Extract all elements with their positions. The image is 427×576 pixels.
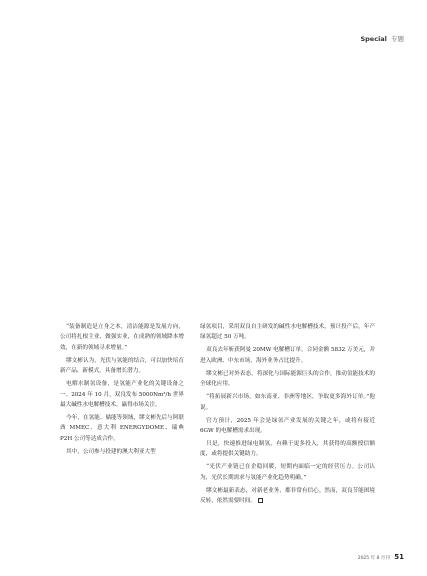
right-text-column [200, 322, 375, 509]
paragraph: 官方预计，2025 年会是绿氢产业发展的关键之年，或将有接近 6GW 的电解槽需求出现。 [200, 417, 375, 435]
page-number: 51 [394, 553, 404, 561]
page-footer [358, 553, 404, 561]
article-end-icon [258, 498, 263, 503]
section-label-en: Special [360, 35, 387, 43]
paragraph: “将拓展新兴市场，如东南亚、非洲等地区，争取更多海外订单。”他说。 [200, 394, 375, 411]
paragraph-text: 缪文彬最新表态，对新老业务，都非常有信心。然而，双良节能困境反转，依然需要时间。 [200, 487, 375, 505]
section-label-cn: 专题 [391, 35, 404, 43]
paragraph: 缪文彬认为，光伏与氢能的结合，可以加快培育新产品、新模式，具备增长潜力。 [60, 357, 184, 375]
section-header [360, 34, 404, 43]
paragraph: 只是，快速推进绿电制氢，有赖于更多投入，其获得的高额授信额度，或将提供关键助力。 [200, 441, 375, 458]
paragraph: 今年，在氢能、储能等领域，缪文彬先后与阿联酋 MMEC、意大利 ENERGYDOME、瑞典 P2H 公司等达成合作。 [60, 415, 184, 442]
paragraph: 其中，公司参与投建的澳大利亚大型 [66, 448, 156, 455]
paragraph: 双良去年斩获阿曼 20MW 电解槽订单，合同金额 5832 万美元，并进入欧洲、中东市场，海外业务占比提升。 [200, 347, 375, 364]
left-text-column [60, 322, 184, 460]
final-paragraph [200, 486, 375, 507]
paragraph: “装备制造是立身之本，清洁能源是发展方向，公司将扎根主业、做强实业，在成熟的领域降本增效，在新的领域寻求增量。” [60, 324, 184, 351]
paragraph: “光伏产业链已在企稳回暖，短期内面临一定的经营压力。公司认为，光伏长期需求与氢能产业化趋势明确。” [200, 464, 375, 481]
paragraph: 电解水制氢设备，是氢能产业化的关键设备之一。2024 年 10 月，双良发布 5000Nm³/h 世界最大碱性水电解槽技术，赢得市场关注。 [60, 381, 184, 409]
issue-label: 2025 年 8 月刊 [357, 556, 390, 561]
paragraph: 绿氢项目，采用双良自主研发的碱性水电解槽技术，预计投产后，年产绿氢超过 50 万吨。 [200, 324, 375, 341]
paragraph: 缪文彬已对外表态，将深化与国际能源巨头的合作，推动氢能技术的全球化应用。 [200, 370, 375, 388]
